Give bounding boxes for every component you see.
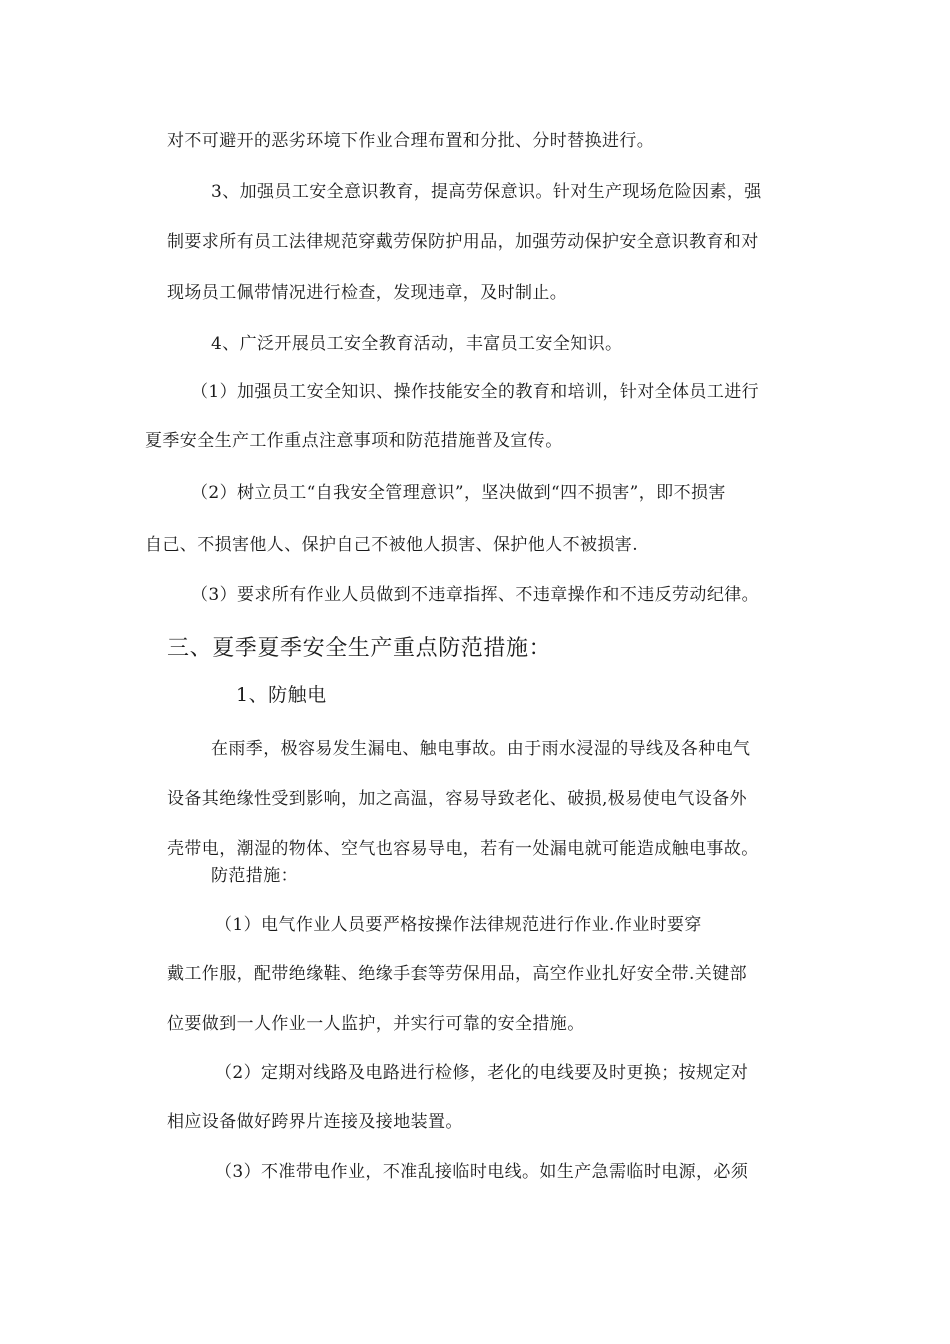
paragraph-line: 3、加强员工安全意识教育，提高劳保意识。针对生产现场危险因素，强 — [211, 182, 762, 202]
paragraph-line: 自己、不损害他人、保护自己不被他人损害、保护他人不被损害. — [145, 535, 639, 555]
paragraph-line: 夏季安全生产工作重点注意事项和防范措施普及宣传。 — [145, 431, 563, 451]
subsection-heading: 1、防触电 — [236, 684, 327, 706]
paragraph-line: 防范措施： — [211, 866, 298, 886]
section-heading: 三、夏季夏季安全生产重点防范措施： — [167, 636, 552, 661]
paragraph-line: （3）不准带电作业，不准乱接临时电线。如生产急需临时电源，必须 — [215, 1162, 749, 1182]
paragraph-line: 戴工作服，配带绝缘鞋、绝缘手套等劳保用品，高空作业扎好安全带.关键部 — [167, 964, 748, 984]
paragraph-line: 对不可避开的恶劣环境下作业合理布置和分批、分时替换进行。 — [167, 131, 655, 151]
paragraph-line: 在雨季，极容易发生漏电、触电事故。由于雨水浸湿的导线及各种电气 — [211, 739, 751, 759]
paragraph-line: 相应设备做好跨界片连接及接地装置。 — [167, 1112, 463, 1132]
paragraph-line: 壳带电，潮湿的物体、空气也容易导电，若有一处漏电就可能造成触电事故。 — [167, 839, 759, 859]
paragraph-line: （1）加强员工安全知识、操作技能安全的教育和培训，针对全体员工进行 — [191, 382, 760, 402]
paragraph-line: （2）树立员工“自我安全管理意识”，坚决做到“四不损害”，即不损害 — [191, 483, 726, 503]
paragraph-line: 设备其绝缘性受到影响，加之高温，容易导致老化、破损,极易使电气设备外 — [167, 789, 748, 809]
paragraph-line: 制要求所有员工法律规范穿戴劳保防护用品，加强劳动保护安全意识教育和对 — [167, 232, 759, 252]
paragraph-line: 4、广泛开展员工安全教育活动，丰富员工安全知识。 — [211, 334, 623, 354]
paragraph-line: （3）要求所有作业人员做到不违章指挥、不违章操作和不违反劳动纪律。 — [191, 585, 760, 605]
paragraph-line: （1）电气作业人员要严格按操作法律规范进行作业.作业时要穿 — [215, 915, 702, 935]
paragraph-line: 现场员工佩带情况进行检查，发现违章，及时制止。 — [167, 283, 568, 303]
paragraph-line: 位要做到一人作业一人监护，并实行可靠的安全措施。 — [167, 1014, 585, 1034]
paragraph-line: （2）定期对线路及电路进行检修，老化的电线要及时更换；按规定对 — [215, 1063, 749, 1083]
